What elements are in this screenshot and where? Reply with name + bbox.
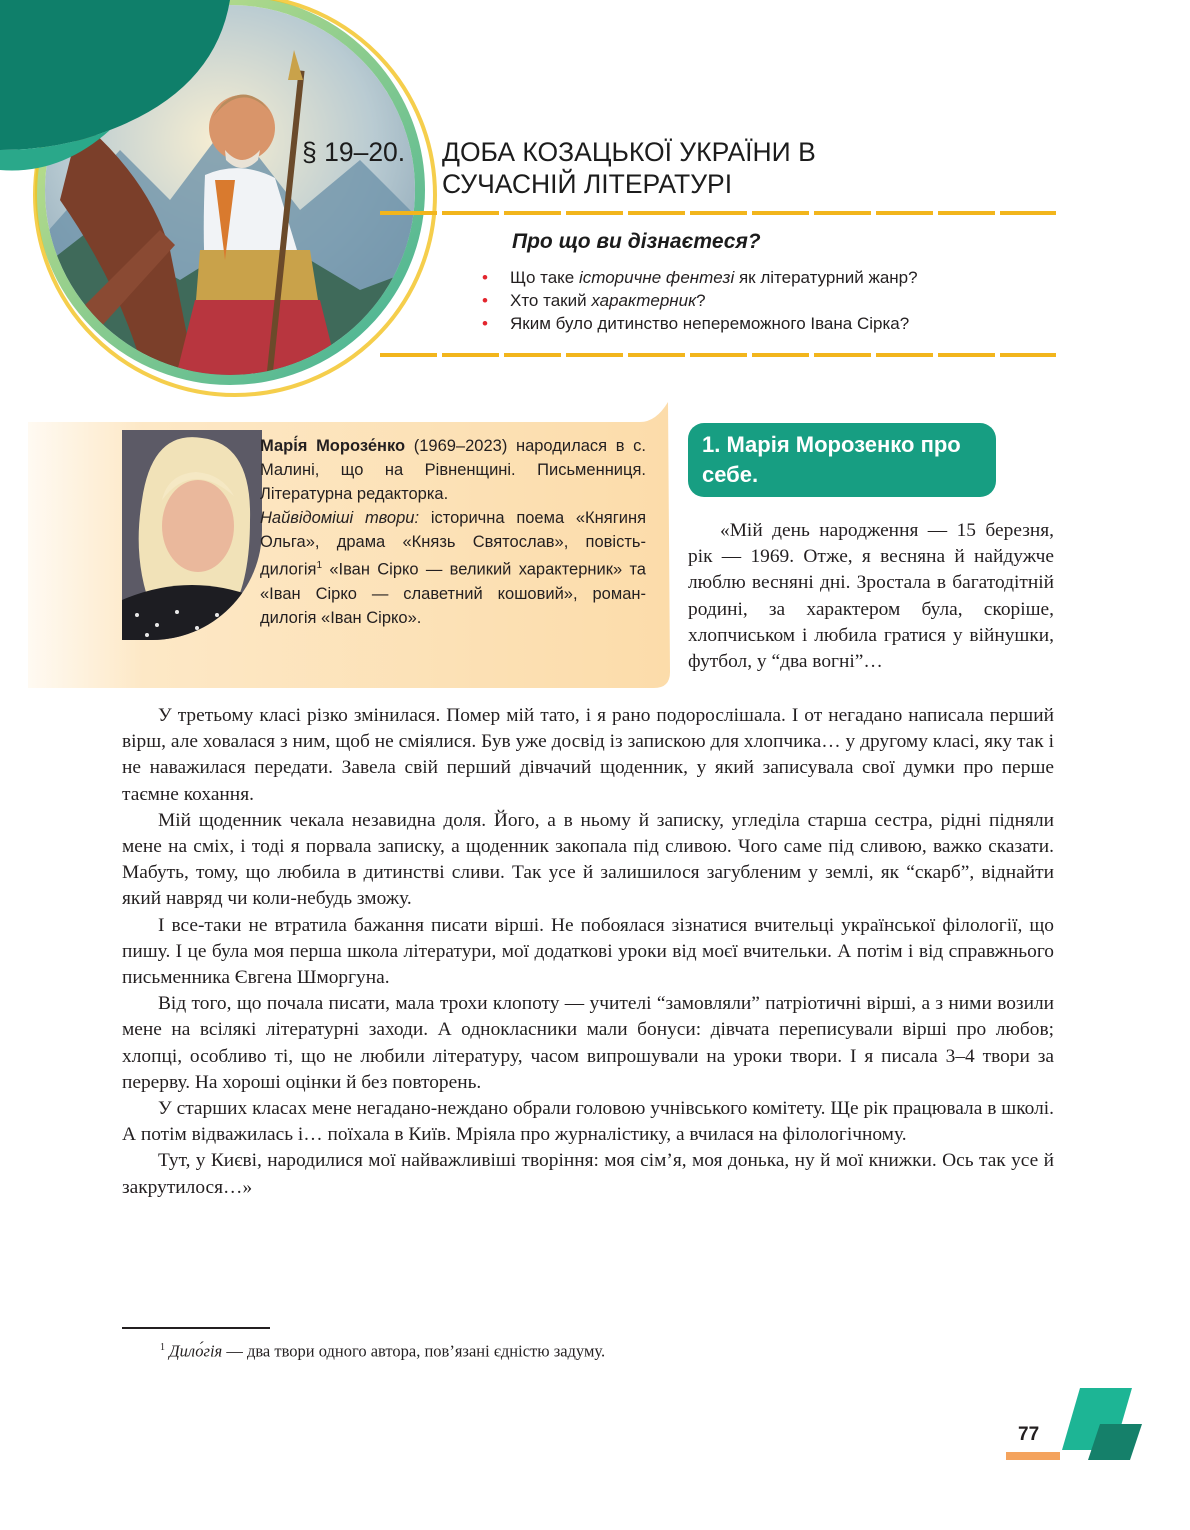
footnote-mark: 1 bbox=[160, 1342, 165, 1353]
page-number: 77 bbox=[1018, 1424, 1040, 1445]
footnote-term: Дило́гія bbox=[169, 1341, 223, 1361]
text-paragraph: Від того, що почала писати, мала трохи клопоту — учителі “замовляли” патріотичні вірші, а з ними возили мене на всілякі літературні заходи. А однокласники мали бонуси: дівчата переписували вірші про любов; хлопці, особливо ті, що не любили літературу, часом випрошували на уроки твори. І я писала 3–4 твори за перерву. На хороші оцінки й без повторень. bbox=[122, 993, 1054, 1093]
paragraph-number: § 19–20. bbox=[302, 137, 406, 167]
footnote-ref: 1 bbox=[316, 560, 323, 571]
cossack-illustration bbox=[0, 0, 440, 400]
quote-intro bbox=[688, 518, 1054, 675]
text-paragraph: Тут, у Києві, народилися мої найважливіші творіння: моя сім’я, моя донька, ну й мої книжки. Ось так усе й закрутилося…» bbox=[122, 1150, 1054, 1198]
text-paragraph: І все-таки не втратила бажання писати вірші. Не побоялася зізнатися вчительці української філології, що пишу. І це була моя перша школа літератури, мої додаткові уроки від моєї вчительки. А потім і від справжнього письменника Євгена Шморгуна. bbox=[122, 914, 1054, 989]
section-heading: 1. Марія Морозенко про себе. bbox=[688, 423, 996, 497]
divider-bottom bbox=[380, 353, 1056, 357]
divider-top bbox=[380, 211, 1056, 215]
learn-item: • Яким було дитинство непереможного Івана Сірка? bbox=[482, 314, 910, 333]
quote-paragraph: «Мій день народження — 15 березня, рік — 1969. Отже, я весняна й найдужче люблю весняні дні. Зростала в багатодітній родині, за характером була, скоріше, хлопчиськом і любила гратися у війнушки, футбол, у “два вогні”… bbox=[688, 520, 1054, 673]
bullet-icon: • bbox=[482, 268, 488, 287]
author-name: Марі́я Морозе́нко bbox=[260, 437, 406, 455]
text-paragraph: У старших класах мене негадано-неждано обрали головою учнівського комітету. Ще рік працювала в школі. А потім відважилась і… поїхала в Київ. Мріяла про журналістику, а вчилася на філологічному. bbox=[122, 1098, 1054, 1146]
page-number-bar bbox=[1006, 1452, 1060, 1460]
learn-item: • Хто такий характерник? bbox=[482, 291, 706, 310]
text-paragraph: Мій щоденник чекала незавидна доля. Його, а в ньому й записку, угледіла старша сестра, рідні підняли мене на сміх, і тоді я порвала записку, а щоденник закопала під сливою. Чого саме під сливою, важко сказати. Мабуть, тому, що любила в дитинстві сливи. Так усе й залишилося загубленим у землі, як “скарб”, віднайти який навряд чи коли-небудь зможу. bbox=[122, 809, 1054, 910]
author-bio: Марі́я Морозе́нко (1969–2023) народилася в с. Малині, що на Рівненщині. Письменниця. Літературна редакторка. Найвідоміші твори: історична поема «Княгиня Ольга», драма «Князь Святослав», повість-дилогія$^1$ «Іван Сірко — великий характерник» та «Іван Сірко — славетний кошовий», роман-дилогія «Іван Сірко». bbox=[260, 437, 646, 627]
footnote: $^1$ Дило́гія — два твори одного автора, пов’язані єдністю задуму. bbox=[160, 1341, 606, 1361]
bullet-icon: • bbox=[482, 291, 488, 310]
corner-decoration bbox=[1058, 1388, 1142, 1460]
footnote-rule bbox=[122, 1327, 270, 1329]
title-line-2: СУЧАСНІЙ ЛІТЕРАТУРІ bbox=[442, 169, 733, 199]
bullet-icon: • bbox=[482, 314, 488, 333]
main-text bbox=[122, 703, 1054, 1201]
works-label: Найвідоміші твори: bbox=[260, 509, 420, 527]
title-line-1: ДОБА КОЗАЦЬКОЇ УКРАЇНИ В bbox=[442, 137, 816, 167]
learn-item: • Що таке історичне фентезі як літературний жанр? bbox=[482, 268, 918, 287]
learn-list bbox=[482, 266, 1042, 335]
learn-heading: Про що ви дізнаєтеся? bbox=[512, 230, 761, 253]
text-paragraph: У третьому класі різко змінилася. Помер мій тато, і я рано подорослішала. І от негадано написала перший вірш, але ховалася з ним, щоб не сміялися. Був уже досвід із запискою для хлопчика… у другому класі, яку так і не наважилася передати. Завела свій перший дівчачий щоденник, у який записувала свої думки про перше таємне кохання. bbox=[122, 705, 1054, 805]
